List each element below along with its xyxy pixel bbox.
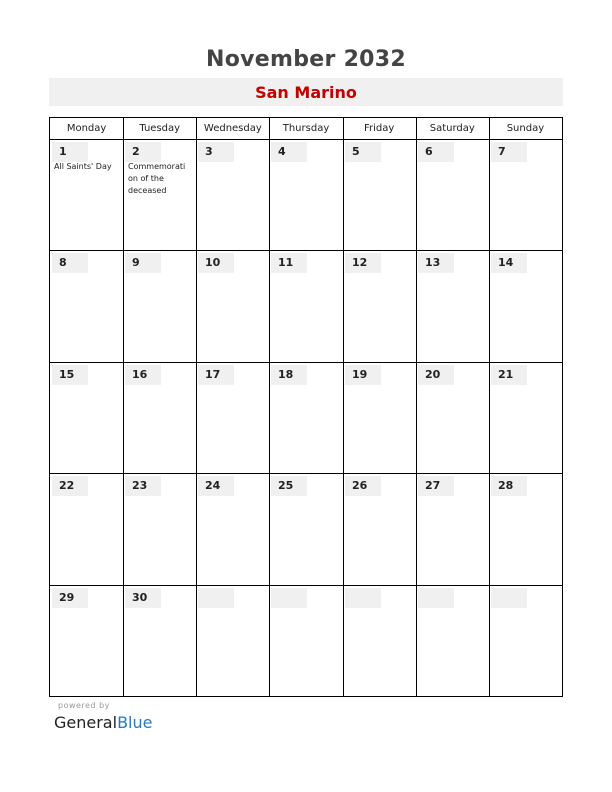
brand-general: General xyxy=(54,713,118,732)
weekday-header-thursday: Thursday xyxy=(282,123,330,134)
day-cell-16[interactable] xyxy=(125,365,161,385)
day-number: 27 xyxy=(425,479,441,492)
day-number: 21 xyxy=(498,368,514,381)
weekday-header-tuesday: Tuesday xyxy=(139,123,181,134)
day-cell-11[interactable] xyxy=(271,253,307,273)
day-number: 15 xyxy=(59,368,75,381)
day-cell-23[interactable] xyxy=(125,476,161,496)
holiday-label: Commemorati xyxy=(128,162,186,171)
day-number: 20 xyxy=(425,368,441,381)
day-number: 8 xyxy=(59,256,67,269)
column-divider xyxy=(416,118,417,696)
weekday-header-monday: Monday xyxy=(66,123,107,134)
day-number: 14 xyxy=(498,256,514,269)
country-bar xyxy=(49,78,563,106)
day-cell-12[interactable] xyxy=(345,253,381,273)
day-number: 25 xyxy=(278,479,294,492)
day-number: 1 xyxy=(59,145,67,158)
row-divider xyxy=(50,585,562,586)
day-number: 3 xyxy=(205,145,213,158)
day-cell-14[interactable] xyxy=(491,253,527,273)
day-number: 24 xyxy=(205,479,221,492)
day-cell-18[interactable] xyxy=(271,365,307,385)
day-cell-30[interactable] xyxy=(125,588,161,608)
day-number: 4 xyxy=(278,145,286,158)
weekday-header-sunday: Sunday xyxy=(506,123,545,134)
empty-day-cell[interactable] xyxy=(345,588,381,608)
brand-blue: Blue xyxy=(117,713,153,732)
day-number: 29 xyxy=(59,591,75,604)
empty-day-cell[interactable] xyxy=(491,588,527,608)
column-divider xyxy=(269,118,270,696)
day-cell-21[interactable] xyxy=(491,365,527,385)
day-cell-6[interactable] xyxy=(418,142,454,162)
row-divider xyxy=(50,473,562,474)
holiday-label: All Saints' Day xyxy=(54,162,112,171)
day-cell-15[interactable] xyxy=(52,365,88,385)
day-cell-20[interactable] xyxy=(418,365,454,385)
day-number: 2 xyxy=(132,145,140,158)
day-cell-24[interactable] xyxy=(198,476,234,496)
weekday-header-saturday: Saturday xyxy=(429,123,475,134)
day-number: 17 xyxy=(205,368,221,381)
day-cell-7[interactable] xyxy=(491,142,527,162)
day-number: 23 xyxy=(132,479,148,492)
day-number: 16 xyxy=(132,368,148,381)
country-name: San Marino xyxy=(255,83,357,102)
day-cell-3[interactable] xyxy=(198,142,234,162)
calendar-grid xyxy=(49,117,563,697)
empty-day-cell[interactable] xyxy=(418,588,454,608)
day-cell-29[interactable] xyxy=(52,588,88,608)
day-cell-28[interactable] xyxy=(491,476,527,496)
day-cell-4[interactable] xyxy=(271,142,307,162)
day-cell-25[interactable] xyxy=(271,476,307,496)
day-number: 18 xyxy=(278,368,294,381)
powered-by-text: powered by xyxy=(58,701,110,710)
holiday-label: deceased xyxy=(128,186,167,195)
day-number: 22 xyxy=(59,479,75,492)
day-cell-9[interactable] xyxy=(125,253,161,273)
column-divider xyxy=(196,118,197,696)
column-divider xyxy=(343,118,344,696)
day-cell-5[interactable] xyxy=(345,142,381,162)
day-number: 10 xyxy=(205,256,221,269)
weekday-header-row xyxy=(50,118,562,140)
day-cell-17[interactable] xyxy=(198,365,234,385)
day-cell-13[interactable] xyxy=(418,253,454,273)
day-number: 13 xyxy=(425,256,441,269)
weekday-header-friday: Friday xyxy=(363,123,395,134)
day-number: 7 xyxy=(498,145,506,158)
empty-day-cell[interactable] xyxy=(271,588,307,608)
day-number: 26 xyxy=(352,479,368,492)
column-divider xyxy=(123,118,124,696)
day-cell-1[interactable] xyxy=(52,142,88,162)
day-cell-2[interactable] xyxy=(125,142,161,162)
day-number: 28 xyxy=(498,479,514,492)
day-cell-8[interactable] xyxy=(52,253,88,273)
day-cell-19[interactable] xyxy=(345,365,381,385)
holiday-label: on of the xyxy=(128,174,164,183)
day-cell-26[interactable] xyxy=(345,476,381,496)
day-number: 11 xyxy=(278,256,294,269)
weekday-header-wednesday: Wednesday xyxy=(203,123,262,134)
calendar-title: November 2032 xyxy=(205,47,407,72)
empty-day-cell[interactable] xyxy=(198,588,234,608)
day-cell-27[interactable] xyxy=(418,476,454,496)
day-number: 30 xyxy=(132,591,148,604)
day-cell-10[interactable] xyxy=(198,253,234,273)
day-number: 12 xyxy=(352,256,368,269)
day-number: 6 xyxy=(425,145,433,158)
row-divider xyxy=(50,250,562,251)
day-number: 9 xyxy=(132,256,140,269)
generalblue-logo[interactable] xyxy=(54,713,152,732)
column-divider xyxy=(489,118,490,696)
row-divider xyxy=(50,362,562,363)
day-number: 5 xyxy=(352,145,360,158)
day-cell-22[interactable] xyxy=(52,476,88,496)
day-number: 19 xyxy=(352,368,368,381)
